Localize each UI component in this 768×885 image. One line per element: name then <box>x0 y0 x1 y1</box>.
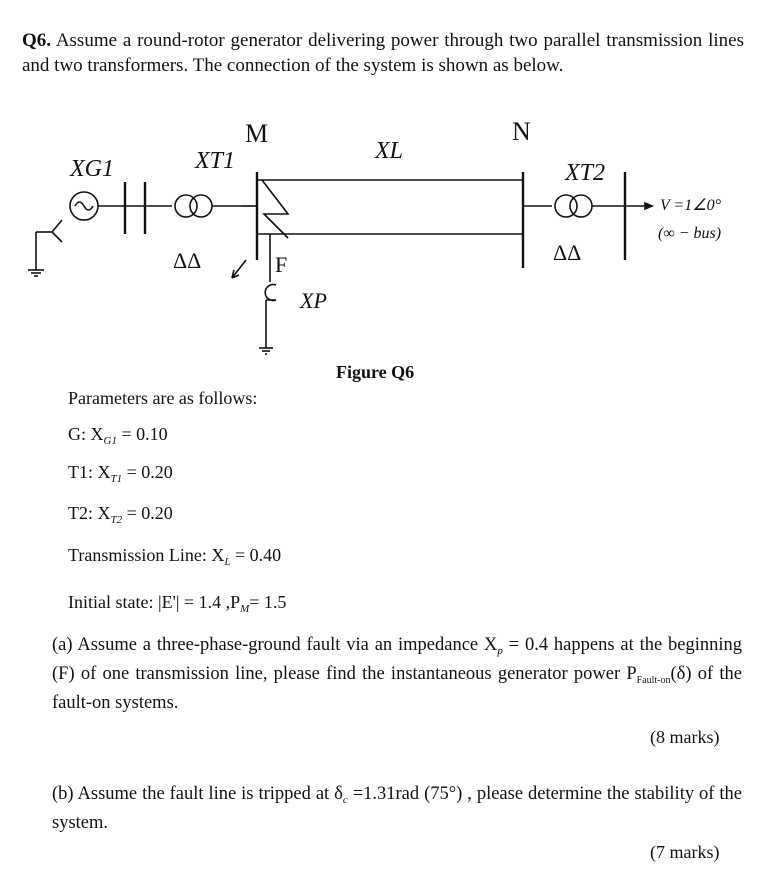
transformer-t1-secondary <box>190 195 212 217</box>
xl-label: XL <box>375 138 404 164</box>
xp-label: XP <box>300 288 327 313</box>
part-a-text: (a) Assume a three-phase-ground fault via an impedance $X_p = 0.4$ happens at the beginning (F) of one transmission line, please find the instantaneous generator power $P_{Fault-on}(\delta)$ of the fault-on systems. <box>52 635 743 713</box>
fault-impedance-symbol <box>265 285 276 301</box>
question-body: Assume a round-rotor generator delivering power through two parallel transmission lines and two transformers. The connection of the system is shown as below. <box>22 30 745 76</box>
question-text <box>22 28 744 78</box>
delta-left-label: ΔΔ <box>173 248 202 273</box>
xt1-label: XT1 <box>195 148 236 174</box>
fault-symbol <box>262 180 288 238</box>
param-t2: T2: $X_{T2} = 0.20$ <box>68 503 173 526</box>
param-g: G: $X_{G1} = 0.10$ <box>68 424 168 447</box>
part-b-marks: (7 marks) <box>650 842 720 862</box>
bus-n-label: N <box>512 117 531 146</box>
figure-caption: Figure Q6 <box>336 362 415 382</box>
param-initial: Initial state: |E'| = 1.4 $,P_M= 1.5$ <box>68 592 287 615</box>
parameters-heading: Parameters are as follows: <box>68 388 258 408</box>
part-a-marks: (8 marks) <box>650 727 720 747</box>
infinite-voltage-label: V =1∠0° <box>660 197 722 214</box>
infinite-bus-label: (∞ − bus) <box>658 225 722 242</box>
bus-m-label: M <box>245 119 269 148</box>
part-b-text: (b) Assume the fault line is tripped at $\delta_c =1.31rad$ (75°) , please determine the stability of the system. <box>52 784 742 833</box>
xt2-label: XT2 <box>565 160 606 186</box>
question-number: Q6. <box>22 30 52 51</box>
xg1-label: XG1 <box>70 156 114 182</box>
param-line: Transmission Line: $X_L = 0.40$ <box>68 545 282 568</box>
delta-right-label: ΔΔ <box>553 240 582 265</box>
param-t1: T1: $X_{T1} = 0.20$ <box>68 462 173 485</box>
fault-f-label: F <box>275 252 288 277</box>
circuit-diagram <box>0 110 768 360</box>
transformer-t2-secondary <box>570 195 592 217</box>
